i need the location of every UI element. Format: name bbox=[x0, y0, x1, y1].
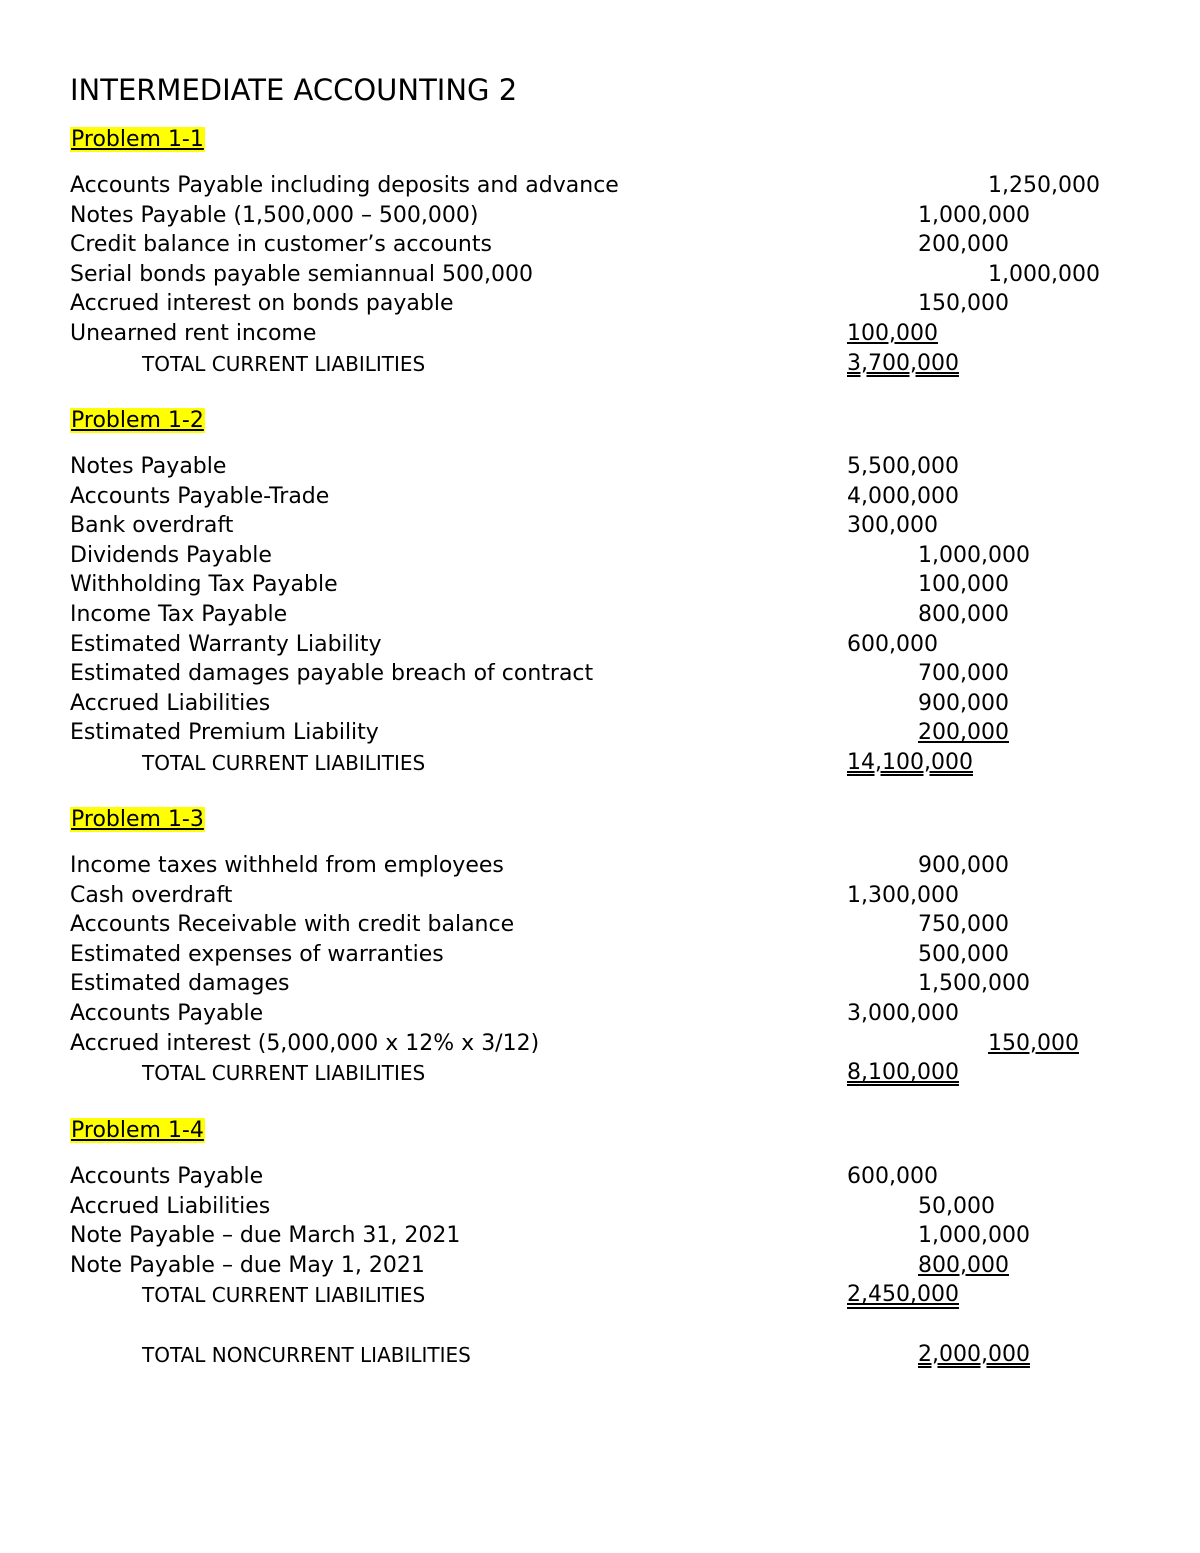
problem-heading-text: Problem 1-2 bbox=[71, 408, 204, 433]
line-item-amount: 100,000 bbox=[847, 321, 938, 346]
line-item-row bbox=[0, 1162, 1200, 1192]
line-item-amount: 1,500,000 bbox=[918, 971, 1030, 997]
line-item-label: Estimated expenses of warranties bbox=[70, 941, 444, 967]
total-row bbox=[0, 748, 1200, 778]
line-item-label: Notes Payable bbox=[70, 454, 227, 479]
line-item-amount: 200,000 bbox=[918, 232, 1009, 258]
line-item-label: Serial bonds payable semiannual 500,000 bbox=[70, 261, 533, 287]
line-item-row bbox=[0, 482, 1200, 512]
line-item-label: Accounts Receivable with credit balance bbox=[70, 912, 515, 938]
line-item-label: Accounts Payable bbox=[70, 1164, 264, 1189]
line-item-label: Notes Payable (1,500,000 – 500,000) bbox=[70, 202, 479, 228]
line-item-amount: 150,000 bbox=[918, 291, 1009, 317]
line-item-row bbox=[0, 1221, 1200, 1251]
problem-heading-text: Problem 1-4 bbox=[71, 1118, 204, 1143]
line-item-row bbox=[0, 541, 1200, 571]
line-item-amount: 1,000,000 bbox=[918, 542, 1030, 568]
line-item-label: Cash overdraft bbox=[70, 882, 233, 908]
line-item-row bbox=[0, 171, 1200, 201]
line-item-amount: 900,000 bbox=[918, 690, 1009, 716]
line-item-label: Bank overdraft bbox=[70, 513, 234, 539]
line-item-label: Note Payable – due May 1, 2021 bbox=[70, 1252, 425, 1278]
line-item-row bbox=[0, 1192, 1200, 1222]
line-item-row bbox=[0, 718, 1200, 748]
problem-heading-text: Problem 1-1 bbox=[71, 127, 204, 152]
line-item-label: Accrued interest on bonds payable bbox=[70, 291, 454, 317]
line-item-label: Unearned rent income bbox=[70, 321, 317, 346]
line-item-row bbox=[0, 570, 1200, 600]
line-item-row bbox=[0, 689, 1200, 719]
line-item-label: Estimated damages bbox=[70, 971, 290, 997]
line-item-row bbox=[0, 881, 1200, 911]
total-label: TOTAL NONCURRENT LIABILITIES bbox=[142, 1342, 471, 1367]
line-item-amount: 200,000 bbox=[918, 720, 1009, 746]
problem-heading bbox=[70, 126, 205, 154]
line-item-amount: 600,000 bbox=[847, 631, 938, 657]
line-item-label: Accounts Payable bbox=[70, 1001, 264, 1026]
problem-heading bbox=[70, 806, 205, 834]
line-item-amount: 100,000 bbox=[918, 572, 1009, 598]
line-item-row bbox=[0, 201, 1200, 231]
line-item-row bbox=[0, 289, 1200, 319]
line-item-amount: 1,300,000 bbox=[847, 882, 959, 908]
line-item-amount: 700,000 bbox=[918, 661, 1009, 687]
total-row bbox=[0, 1058, 1200, 1088]
line-item-row bbox=[0, 659, 1200, 689]
line-item-amount: 500,000 bbox=[918, 941, 1009, 967]
line-item-row bbox=[0, 260, 1200, 290]
line-item-row bbox=[0, 910, 1200, 940]
line-item-row bbox=[0, 940, 1200, 970]
line-item-row bbox=[0, 452, 1200, 482]
line-item-label: Estimated Premium Liability bbox=[70, 720, 379, 746]
problem-heading bbox=[70, 1117, 205, 1145]
total-row bbox=[0, 349, 1200, 379]
line-item-amount: 800,000 bbox=[918, 602, 1009, 627]
line-item-amount: 1,250,000 bbox=[988, 173, 1100, 198]
line-item-label: Estimated Warranty Liability bbox=[70, 631, 382, 657]
line-item-amount: 50,000 bbox=[918, 1193, 995, 1219]
line-item-row bbox=[0, 511, 1200, 541]
line-item-amount: 800,000 bbox=[918, 1252, 1009, 1278]
total-amount: 14,100,000 bbox=[847, 750, 973, 775]
total-amount: 2,450,000 bbox=[847, 1282, 959, 1308]
total-row bbox=[0, 1340, 1200, 1370]
line-item-amount: 900,000 bbox=[918, 853, 1009, 878]
line-item-row bbox=[0, 230, 1200, 260]
line-item-row bbox=[0, 851, 1200, 881]
line-item-row bbox=[0, 969, 1200, 999]
problem-heading bbox=[70, 407, 205, 435]
total-row bbox=[0, 1280, 1200, 1310]
line-item-row bbox=[0, 1251, 1200, 1281]
line-item-label: Withholding Tax Payable bbox=[70, 572, 338, 598]
line-item-label: Dividends Payable bbox=[70, 542, 272, 568]
line-item-amount: 300,000 bbox=[847, 513, 938, 539]
line-item-amount: 5,500,000 bbox=[847, 454, 959, 479]
line-item-amount: 1,000,000 bbox=[918, 202, 1030, 228]
line-item-amount: 1,000,000 bbox=[988, 261, 1100, 287]
line-item-amount: 750,000 bbox=[918, 912, 1009, 938]
line-item-row bbox=[0, 630, 1200, 660]
line-item-label: Accrued interest (5,000,000 x 12% x 3/12) bbox=[70, 1030, 540, 1056]
total-amount: 2,000,000 bbox=[918, 1341, 1030, 1367]
line-item-label: Accrued Liabilities bbox=[70, 690, 271, 716]
line-item-amount: 1,000,000 bbox=[918, 1223, 1030, 1249]
total-label: TOTAL CURRENT LIABILITIES bbox=[142, 1061, 426, 1086]
line-item-row bbox=[0, 999, 1200, 1029]
line-item-amount: 4,000,000 bbox=[847, 483, 959, 509]
line-item-label: Note Payable – due March 31, 2021 bbox=[70, 1223, 461, 1249]
line-item-row bbox=[0, 600, 1200, 630]
document-title: INTERMEDIATE ACCOUNTING 2 bbox=[70, 73, 518, 107]
line-item-label: Income Tax Payable bbox=[70, 602, 288, 627]
line-item-row bbox=[0, 319, 1200, 349]
total-label: TOTAL CURRENT LIABILITIES bbox=[142, 351, 426, 376]
total-label: TOTAL CURRENT LIABILITIES bbox=[142, 1283, 426, 1308]
line-item-label: Accounts Payable-Trade bbox=[70, 483, 330, 509]
line-item-label: Income taxes withheld from employees bbox=[70, 853, 504, 878]
line-item-label: Credit balance in customer’s accounts bbox=[70, 232, 492, 258]
problem-heading-text: Problem 1-3 bbox=[71, 807, 204, 832]
total-label: TOTAL CURRENT LIABILITIES bbox=[142, 751, 426, 775]
line-item-label: Estimated damages payable breach of contract bbox=[70, 661, 594, 687]
total-amount: 3,700,000 bbox=[847, 350, 959, 376]
line-item-label: Accrued Liabilities bbox=[70, 1193, 271, 1219]
total-amount: 8,100,000 bbox=[847, 1060, 959, 1086]
line-item-amount: 3,000,000 bbox=[847, 1001, 959, 1026]
line-item-label: Accounts Payable including deposits and advance bbox=[70, 173, 619, 198]
line-item-amount: 150,000 bbox=[988, 1030, 1079, 1056]
line-item-amount: 600,000 bbox=[847, 1164, 938, 1189]
line-item-row bbox=[0, 1029, 1200, 1059]
